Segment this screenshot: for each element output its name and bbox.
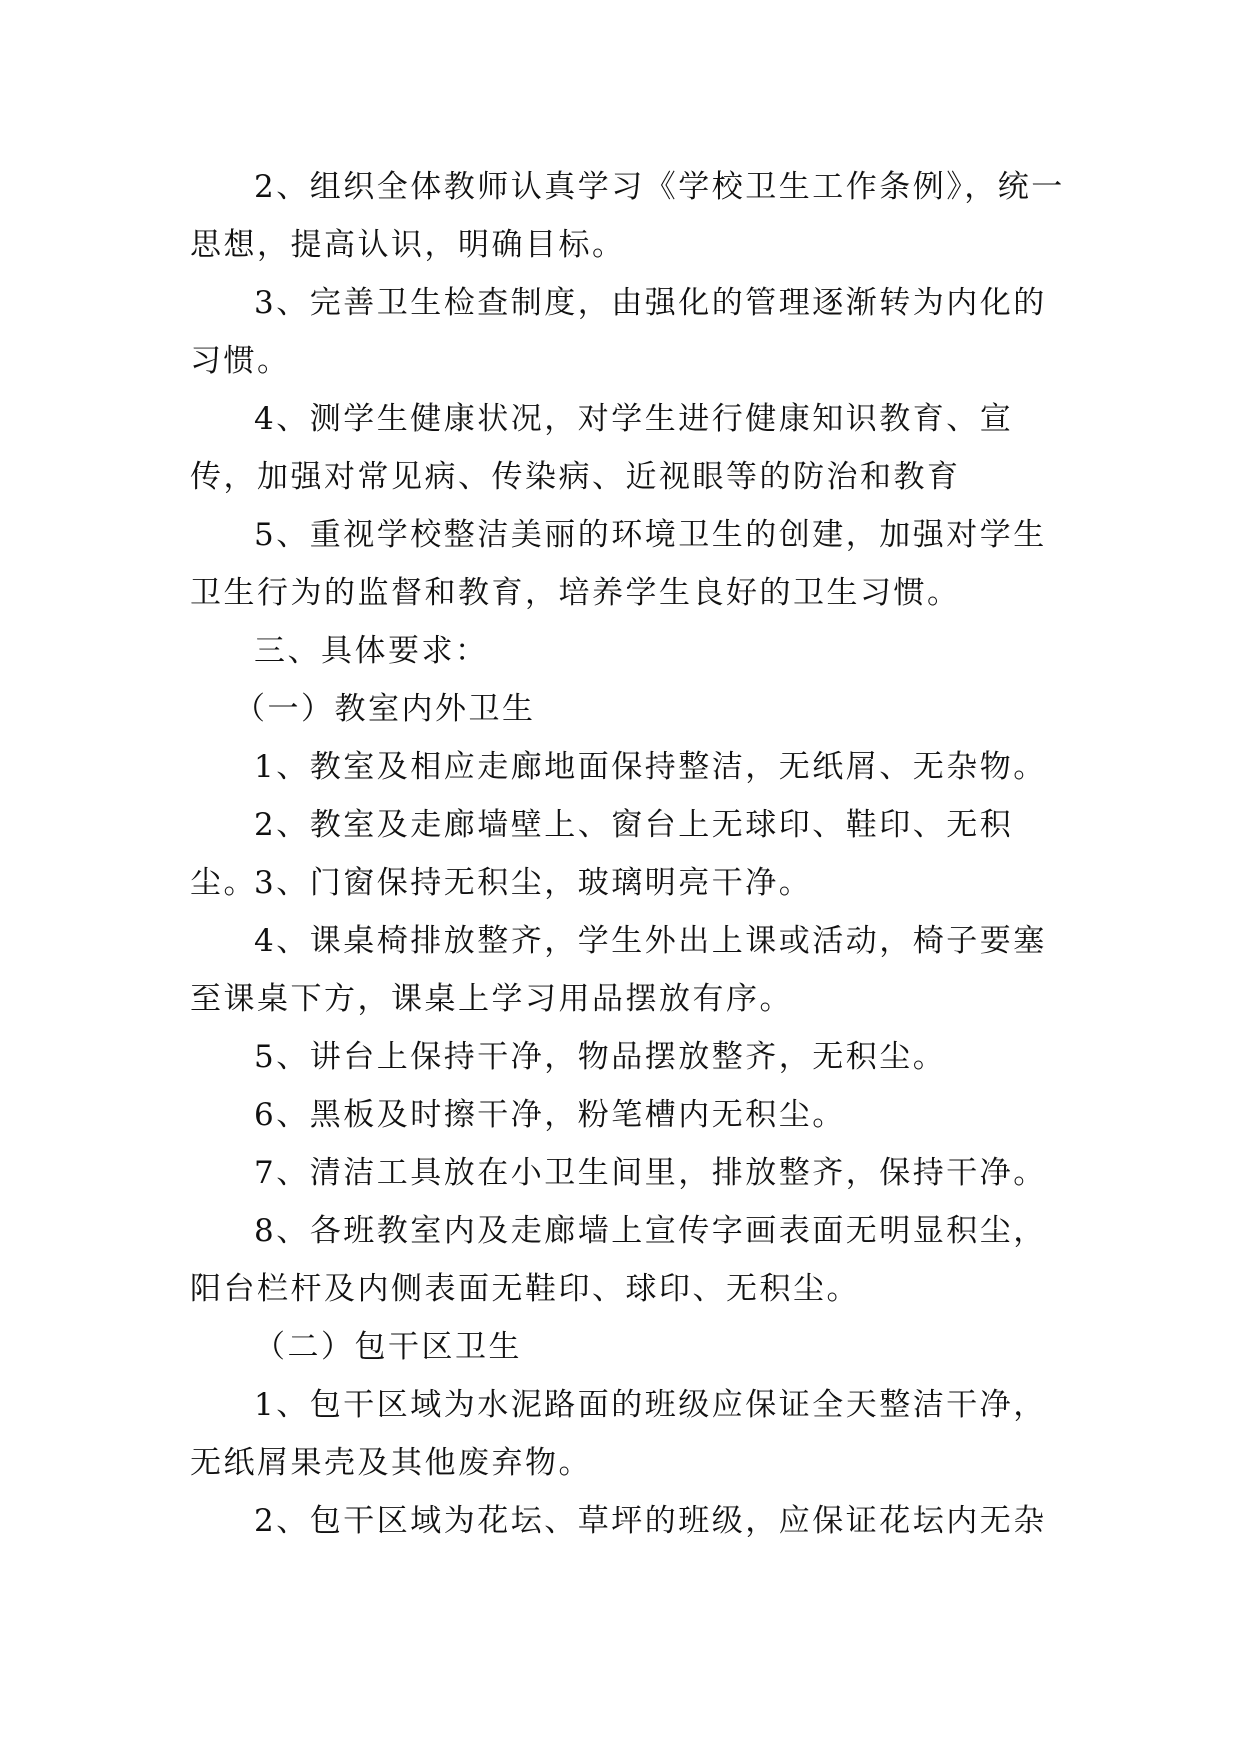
- paragraph-11: 7、清洁工具放在小卫生间里，排放整齐，保持干净。: [254, 1155, 1047, 1191]
- paragraph-7: 3、门窗保持无积尘，玻璃明亮干净。: [254, 865, 813, 901]
- paragraph-8: 4、课桌椅排放整齐，学生外出上课或活动，椅子要塞至课桌下方，课桌上学习用品摆放有序。: [190, 923, 1047, 1017]
- section-heading: 三、具体要求：: [254, 633, 489, 669]
- paragraph-13: 1、包干区域为水泥路面的班级应保证全天整洁干净，无纸屑果壳及其他废弃物。: [190, 1387, 1047, 1481]
- subsection-heading-2: （二）包干区卫生: [254, 1329, 522, 1365]
- paragraph-3: 4、测学生健康状况，对学生进行健康知识教育、宣传，加强对常见病、传染病、近视眼等的防治和教育: [190, 401, 1014, 495]
- paragraph-12: 8、各班教室内及走廊墙上宣传字画表面无明显积尘，阳台栏杆及内侧表面无鞋印、球印、无积尘。: [190, 1213, 1047, 1307]
- paragraph-4: 5、重视学校整洁美丽的环境卫生的创建，加强对学生卫生行为的监督和教育，培养学生良好的卫生习惯。: [190, 517, 1047, 611]
- paragraph-9: 5、讲台上保持干净，物品摆放整齐，无积尘。: [254, 1039, 947, 1075]
- paragraph-14: 2、包干区域为花坛、草坪的班级，应保证花坛内无杂: [254, 1503, 1047, 1539]
- paragraph-6: 2、教室及走廊墙壁上、窗台上无球印、鞋印、无积尘。: [190, 807, 1014, 901]
- paragraph-2: 3、完善卫生检查制度，由强化的管理逐渐转为内化的习惯。: [190, 285, 1047, 379]
- paragraph-1: 2、组织全体教师认真学习《学校卫生工作条例》，统一思想，提高认识，明确目标。: [190, 169, 1065, 263]
- paragraph-5: 1、教室及相应走廊地面保持整洁，无纸屑、无杂物。: [254, 749, 1047, 785]
- paragraph-10: 6、黑板及时擦干净，粉笔槽内无积尘。: [254, 1097, 846, 1133]
- subsection-heading-1: （一）教室内外卫生: [234, 691, 536, 727]
